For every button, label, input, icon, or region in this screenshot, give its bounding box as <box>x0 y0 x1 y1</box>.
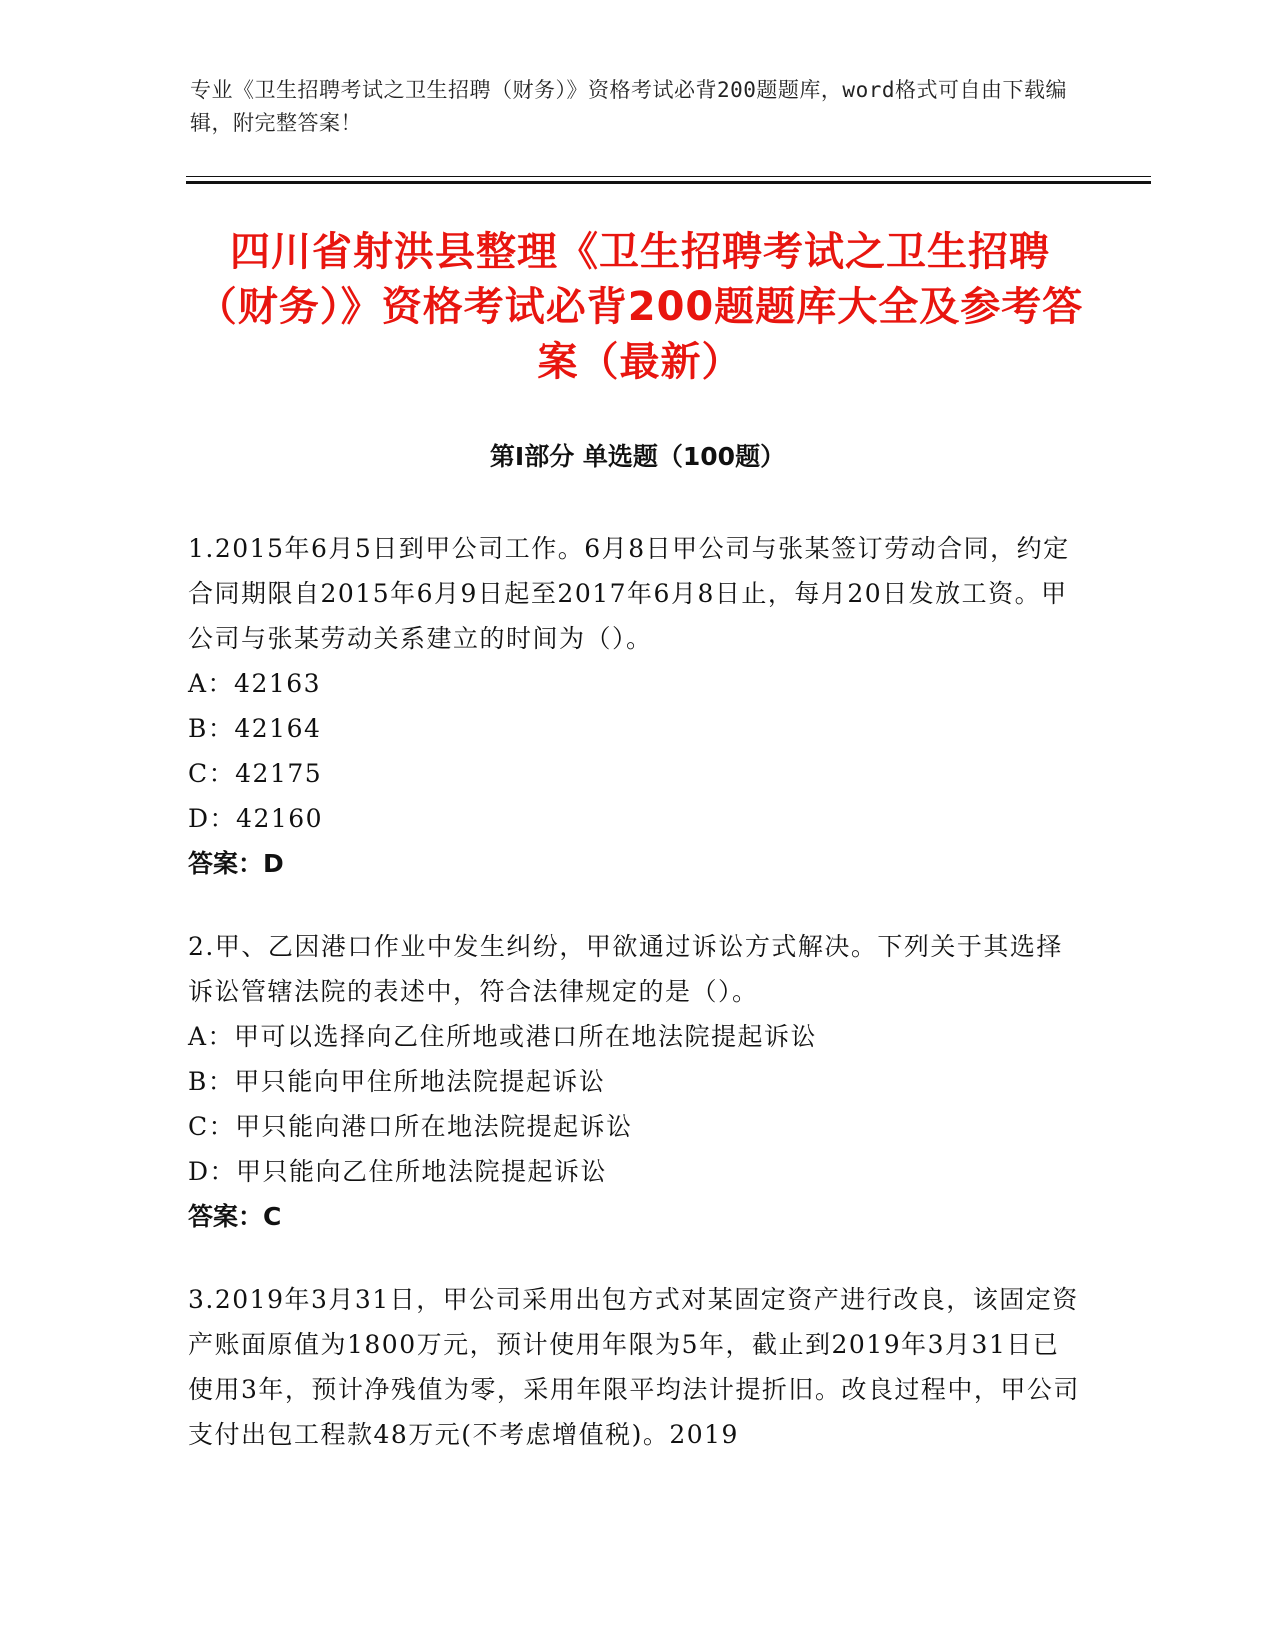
answer-line: 答案：C <box>188 1202 282 1231</box>
header-divider-thick <box>186 181 1151 184</box>
header-divider-thin <box>186 176 1151 177</box>
document-title: 四川省射洪县整理《卫生招聘考试之卫生招聘（财务）》资格考试必背200题题库大全及参考答案（最新） <box>196 229 1084 385</box>
option-c: C：42175 <box>188 759 323 788</box>
option-a: A：42163 <box>188 669 322 698</box>
question-3 <box>188 1277 1083 1457</box>
option-d: D：甲只能向乙住所地法院提起诉讼 <box>188 1157 608 1186</box>
section-title: 第Ⅰ部分 单选题（100题） <box>489 442 786 471</box>
question-stem: 1.2015年6月5日到甲公司工作。6月8日甲公司与张某签订劳动合同，约定合同期限自2015年6月9日起至2017年6月8日止，每月20日发放工资。甲公司与张某劳动关系建立的时间为（）。 <box>188 534 1070 653</box>
question-stem: 2.甲、乙因港口作业中发生纠纷，甲欲通过诉讼方式解决。下列关于其选择诉讼管辖法院的表述中，符合法律规定的是（）。 <box>188 932 1063 1006</box>
option-d: D：42160 <box>188 804 324 833</box>
answer-line: 答案：D <box>188 849 284 878</box>
question-1 <box>188 526 1083 886</box>
option-a: A：甲可以选择向乙住所地或港口所在地法院提起诉讼 <box>188 1022 818 1051</box>
question-list <box>188 526 1083 1495</box>
option-c: C：甲只能向港口所在地法院提起诉讼 <box>188 1112 633 1141</box>
question-2 <box>188 924 1083 1239</box>
option-b: B：42164 <box>188 714 322 743</box>
option-b: B：甲只能向甲住所地法院提起诉讼 <box>188 1067 606 1096</box>
header-note: 专业《卫生招聘考试之卫生招聘（财务）》资格考试必背200题题库，word格式可自由下载编辑，附完整答案！ <box>190 78 1067 135</box>
question-stem: 3.2019年3月31日，甲公司采用出包方式对某固定资产进行改良，该固定资产账面原值为1800万元，预计使用年限为5年，截止到2019年3月31日已使用3年，预计净残值为零，采用年限平均法计提折旧。改良过程中，甲公司支付出包工程款48万元(不考虑增值税)。2019 <box>188 1285 1080 1449</box>
